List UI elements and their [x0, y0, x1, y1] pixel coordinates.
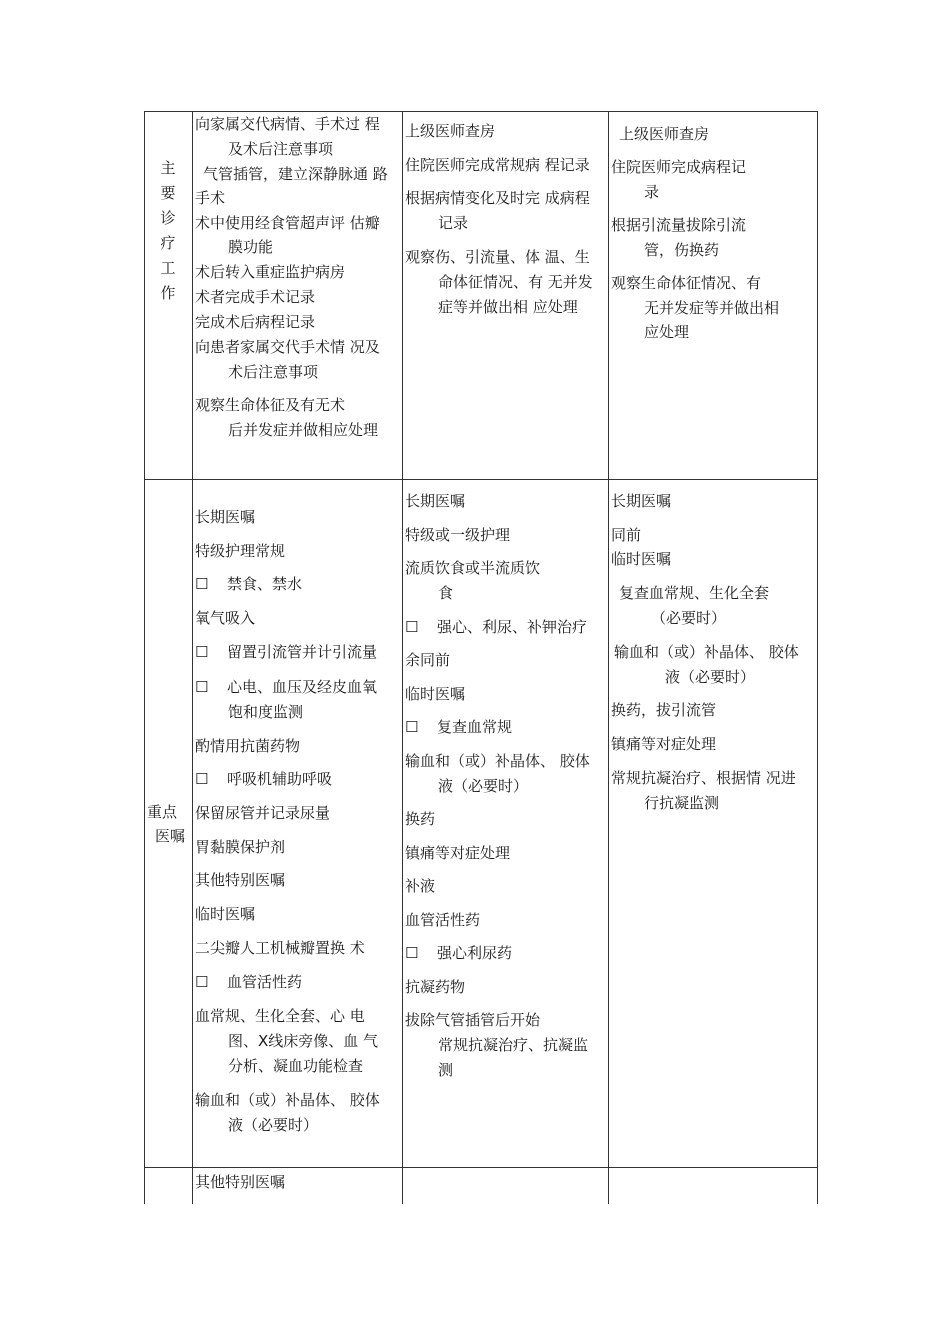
checklist-item [195, 576, 302, 593]
cell-line: 输血和（或）补晶体、 胶体 [405, 752, 590, 770]
cell-line: 测 [438, 1061, 454, 1079]
cell-line: 术中使用经食管超声评 估瓣 [195, 214, 380, 232]
cell-line: 胃黏膜保护剂 [195, 838, 286, 856]
checkbox-icon: ☐ [405, 718, 419, 736]
checklist-item [195, 771, 332, 788]
checkbox-icon: ☐ [195, 575, 209, 593]
cell-line: 根据病情变化及时完 成病程 [405, 189, 590, 207]
cell-line: 其他特别医嘱 [195, 871, 286, 889]
cell-line: 抗凝药物 [405, 978, 466, 996]
cell-line: 应处理 [644, 323, 690, 341]
cell-line: 长期医嘱 [611, 492, 672, 510]
cell-line: 根据引流量拔除引流 [611, 216, 747, 234]
header-char: 诊 [160, 209, 176, 227]
checklist-label: 血管活性药 [227, 973, 303, 991]
checklist-label: 心电、血压及经皮血氧 [227, 678, 378, 696]
cell-line: 住院医师完成常规病 程记录 [405, 156, 590, 174]
cell-line: 拔除气管插管后开始 [405, 1011, 541, 1029]
cell-line: 行抗凝监测 [644, 794, 720, 812]
cell-line: 液（必要时） [438, 777, 529, 795]
header-char: 主 [160, 159, 176, 177]
cell-line: 向患者家属交代手术情 况及 [195, 338, 380, 356]
cell-line: 液（必要时） [665, 668, 756, 686]
cell-line: 观察生命体征情况、有 [611, 274, 762, 292]
row-divider-2 [144, 1167, 818, 1168]
header-char: 要 [160, 184, 176, 202]
cell-line: 后并发症并做相应处理 [228, 421, 379, 439]
cell-line: 常规抗凝治疗、根据情 况进 [611, 769, 796, 787]
checklist-label: 强心利尿药 [437, 944, 513, 962]
cell-line: 命体征情况、有 无并发 [438, 273, 593, 291]
checklist-item [405, 945, 512, 962]
cell-line: 同前 [611, 526, 642, 544]
cell-line: 酌情用抗菌药物 [195, 737, 301, 755]
cell-line: 输血和（或）补晶体、 胶体 [195, 1091, 380, 1109]
cell-line: 其他特别医嘱 [195, 1173, 286, 1191]
cell-line: 记录 [438, 214, 469, 232]
checklist-item [405, 719, 512, 736]
cell-line: 氧气吸入 [195, 609, 256, 627]
cell-line: 临时医嘱 [611, 550, 672, 568]
cell-line: 录 [644, 183, 660, 201]
table-top-border [144, 111, 818, 112]
cell-line: 症等并做出相 应处理 [438, 298, 578, 316]
cell-line: 血常规、生化全套、心 电 [195, 1007, 365, 1025]
checklist-item [195, 679, 377, 696]
cell-line: 长期医嘱 [405, 492, 466, 510]
checklist-label: 禁食、禁水 [227, 575, 303, 593]
cell-line: 上级医师查房 [405, 122, 496, 140]
cell-line: 二尖瓣人工机械瓣置换 术 [195, 939, 365, 957]
cell-line: 术者完成手术记录 [195, 288, 316, 306]
cell-line: 食 [438, 584, 454, 602]
cell-line: 上级医师查房 [619, 125, 710, 143]
cell-line: 手术 [195, 189, 226, 207]
checkbox-icon: ☐ [195, 678, 209, 696]
checklist-label: 复查血常规 [437, 718, 513, 736]
cell-line: 膜功能 [228, 238, 274, 256]
checklist-label: 留置引流管并计引流量 [227, 643, 378, 661]
header-line: 重点 [147, 803, 178, 821]
cell-line: 余同前 [405, 651, 451, 669]
checkbox-icon: ☐ [195, 973, 209, 991]
row-header-main-treatment [144, 160, 192, 310]
cell-line: 镇痛等对症处理 [611, 735, 717, 753]
checkbox-icon: ☐ [405, 618, 419, 636]
column-divider-3 [608, 111, 609, 1204]
cell-line: 无并发症等并做出相 [644, 299, 780, 317]
row-divider-1 [144, 479, 818, 480]
cell-line: 临时医嘱 [405, 685, 466, 703]
cell-line: 术后转入重症监护病房 [195, 263, 346, 281]
cell-line: 分析、凝血功能检查 [228, 1057, 364, 1075]
cell-line: 保留尿管并记录尿量 [195, 804, 331, 822]
cell-line: 复查血常规、生化全套 [619, 584, 770, 602]
checklist-label: 呼吸机辅助呼吸 [227, 770, 333, 788]
checkbox-icon: ☐ [195, 770, 209, 788]
cell-line: 完成术后病程记录 [195, 313, 316, 331]
column-divider-2 [402, 111, 403, 1204]
checklist-label: 强心、利尿、补钾治疗 [437, 618, 588, 636]
cell-line: 观察伤、引流量、体 温、生 [405, 248, 590, 266]
cell-line: 换药，拔引流管 [611, 701, 717, 719]
cell-line: 饱和度监测 [228, 703, 304, 721]
cell-line: 及术后注意事项 [228, 140, 334, 158]
cell-line: 向家属交代病情、手术过 程 [195, 115, 380, 133]
cell-line: 镇痛等对症处理 [405, 844, 511, 862]
table-right-border [817, 111, 818, 1204]
cell-line: 长期医嘱 [195, 508, 256, 526]
cell-line: 图、X线床旁像、血 气 [228, 1032, 379, 1050]
cell-line: （必要时） [651, 609, 727, 627]
header-line: 医嘱 [155, 827, 186, 845]
cell-line: 气管插管，建立深静脉通 路 [203, 165, 388, 183]
header-char: 疗 [160, 234, 176, 252]
cell-line: 术后注意事项 [228, 363, 319, 381]
checklist-item [195, 644, 377, 661]
cell-line: 流质饮食或半流质饮 [405, 559, 541, 577]
cell-line: 常规抗凝治疗、抗凝监 [438, 1036, 589, 1054]
checkbox-icon: ☐ [405, 944, 419, 962]
cell-line: 血管活性药 [405, 911, 481, 929]
checkbox-icon: ☐ [195, 643, 209, 661]
cell-line: 特级护理常规 [195, 542, 286, 560]
cell-line: 住院医师完成病程记 [611, 158, 747, 176]
cell-line: 管，伤换药 [644, 241, 720, 259]
cell-line: 液（必要时） [228, 1116, 319, 1134]
checklist-item [195, 974, 302, 991]
cell-line: 临时医嘱 [195, 905, 256, 923]
cell-line: 换药 [405, 810, 436, 828]
column-divider-1 [192, 111, 193, 1204]
row-header-key-orders [144, 804, 195, 852]
checklist-item [405, 619, 587, 636]
cell-line: 补液 [405, 877, 436, 895]
header-char: 工 [160, 259, 176, 277]
cell-line: 观察生命体征及有无术 [195, 396, 346, 414]
cell-line: 输血和（或）补晶体、 胶体 [614, 643, 799, 661]
header-char: 作 [160, 284, 176, 302]
cell-line: 特级或一级护理 [405, 526, 511, 544]
